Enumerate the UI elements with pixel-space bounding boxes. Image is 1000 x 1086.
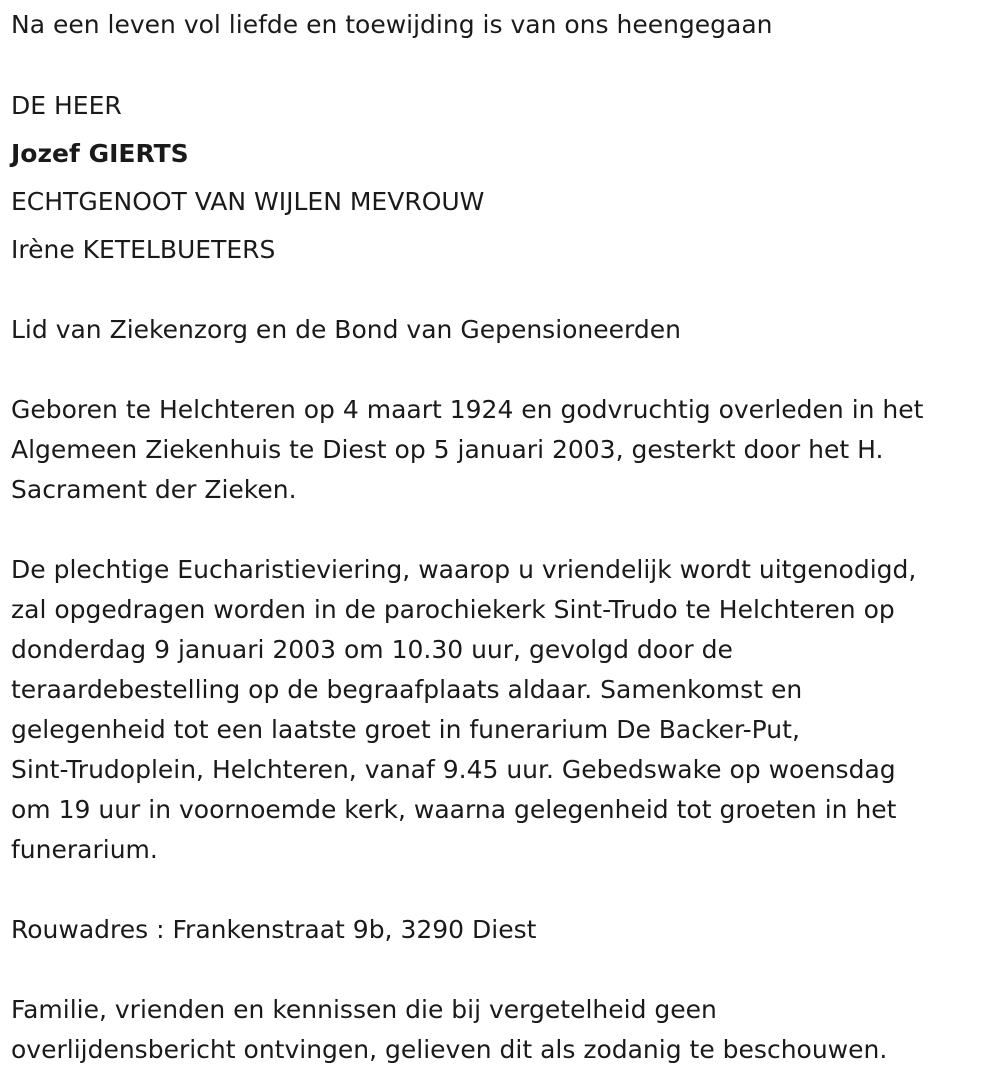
birth-death-paragraph [11, 390, 923, 510]
paragraph-line: Sint-Trudoplein, Helchteren, vanaf 9.45 uur. Gebedswake op woensdag [11, 755, 896, 784]
paragraph-line: De plechtige Eucharistieviering, waarop u vriendelijk wordt uitgenodigd, [11, 555, 917, 584]
membership-text: Lid van Ziekenzorg en de Bond van Gepensioneerden [11, 315, 681, 344]
paragraph-line: om 19 uur in voornoemde kerk, waarna gelegenheid tot groeten in het [11, 795, 897, 824]
spouse-prefix: ECHTGENOOT VAN WIJLEN MEVROUW [11, 187, 485, 216]
intro-text: Na een leven vol liefde en toewijding is van ons heengegaan [11, 10, 773, 39]
paragraph-line: Familie, vrienden en kennissen die bij vergetelheid geen [11, 995, 717, 1024]
paragraph-line: funerarium. [11, 835, 158, 864]
address-text: Rouwadres : Frankenstraat 9b, 3290 Diest [11, 915, 537, 944]
paragraph-line: donderdag 9 januari 2003 om 10.30 uur, gevolgd door de [11, 635, 733, 664]
paragraph-line: teraardebestelling op de begraafplaats aldaar. Samenkomst en [11, 675, 803, 704]
paragraph-line: gelegenheid tot een laatste groet in funerarium De Backer-Put, [11, 715, 800, 744]
closing-paragraph [11, 990, 887, 1070]
paragraph-line: overlijdensbericht ontvingen, gelieven dit als zodanig te beschouwen. [11, 1035, 888, 1064]
paragraph-line: Sacrament der Zieken. [11, 475, 297, 504]
spouse-name: Irène KETELBUETERS [11, 235, 276, 264]
title-prefix: DE HEER [11, 91, 122, 120]
paragraph-line: Algemeen Ziekenhuis te Diest op 5 januari 2003, gesterkt door het H. [11, 435, 884, 464]
deceased-name: Jozef GIERTS [11, 139, 189, 168]
ceremony-paragraph [11, 550, 916, 870]
paragraph-line: Geboren te Helchteren op 4 maart 1924 en godvruchtig overleden in het [11, 395, 924, 424]
paragraph-line: zal opgedragen worden in de parochiekerk Sint-Trudo te Helchteren op [11, 595, 895, 624]
